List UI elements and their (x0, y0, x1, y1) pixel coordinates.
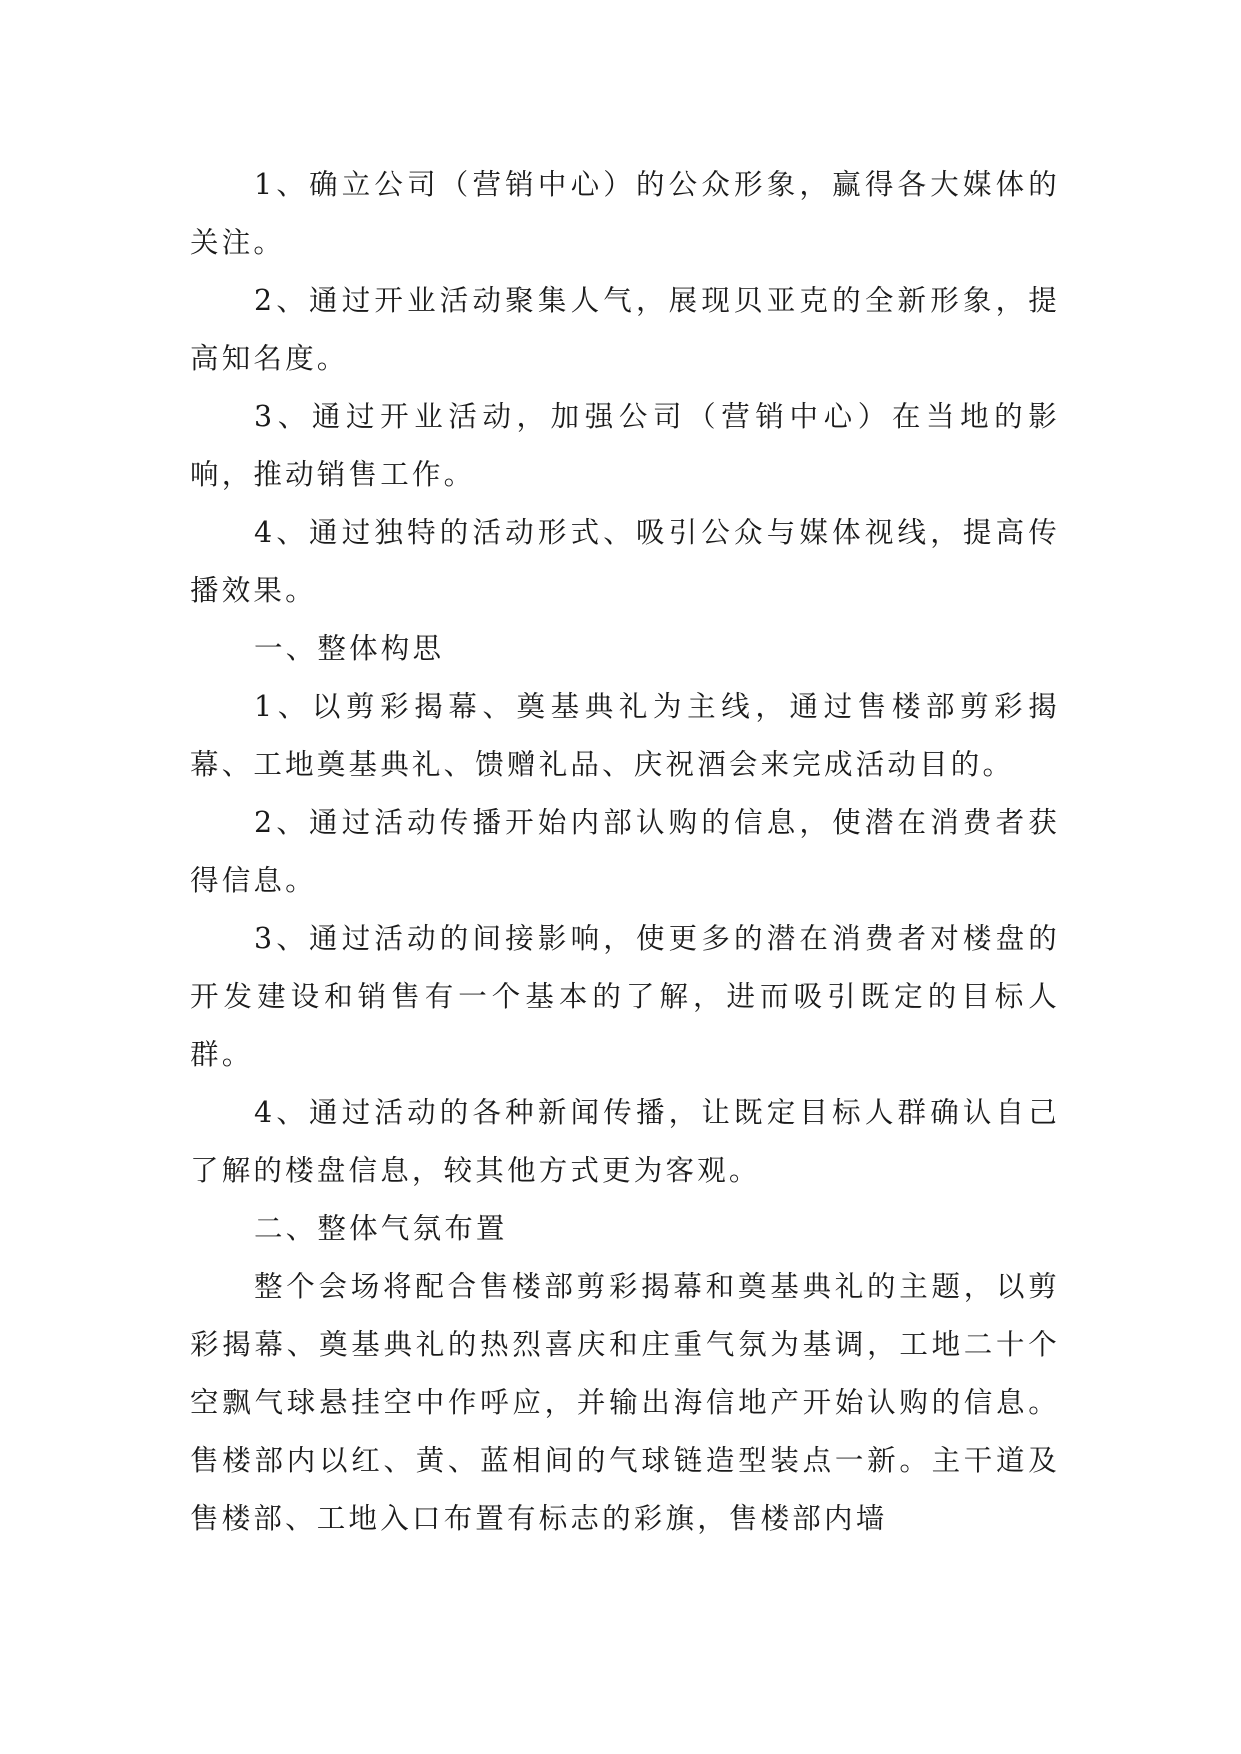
objective-4-paragraph: 4、通过独特的活动形式、吸引公众与媒体视线，提高传播效果。 (190, 516, 1060, 607)
objective-3-paragraph: 3、通过开业活动，加强公司（营销中心）在当地的影响，推动销售工作。 (190, 400, 1060, 491)
document-page (190, 156, 1060, 1548)
section-heading-overall-concept: 一、整体构思 (254, 632, 445, 665)
section-heading-atmosphere: 二、整体气氛布置 (254, 1212, 508, 1245)
objective-2-paragraph: 2、通过开业活动聚集人气，展现贝亚克的全新形象，提高知名度。 (190, 284, 1060, 375)
concept-4-paragraph: 4、通过活动的各种新闻传播，让既定目标人群确认自己了解的楼盘信息，较其他方式更为客观。 (190, 1096, 1060, 1187)
objective-1-paragraph: 1、确立公司（营销中心）的公众形象，赢得各大媒体的关注。 (190, 168, 1060, 259)
concept-2-paragraph: 2、通过活动传播开始内部认购的信息，使潜在消费者获得信息。 (190, 806, 1060, 897)
atmosphere-paragraph: 整个会场将配合售楼部剪彩揭幕和奠基典礼的主题，以剪彩揭幕、奠基典礼的热烈喜庆和庄重气氛为基调，工地二十个空飘气球悬挂空中作呼应，并输出海信地产开始认购的信息。售楼部内以红、黄、蓝相间的气球链造型装点一新。主干道及售楼部、工地入口布置有标志的彩旗，售楼部内墙 (190, 1270, 1060, 1535)
concept-3-paragraph: 3、通过活动的间接影响，使更多的潜在消费者对楼盘的开发建设和销售有一个基本的了解，进而吸引既定的目标人群。 (190, 922, 1060, 1071)
concept-1-paragraph: 1、以剪彩揭幕、奠基典礼为主线，通过售楼部剪彩揭幕、工地奠基典礼、馈赠礼品、庆祝酒会来完成活动目的。 (190, 690, 1060, 781)
